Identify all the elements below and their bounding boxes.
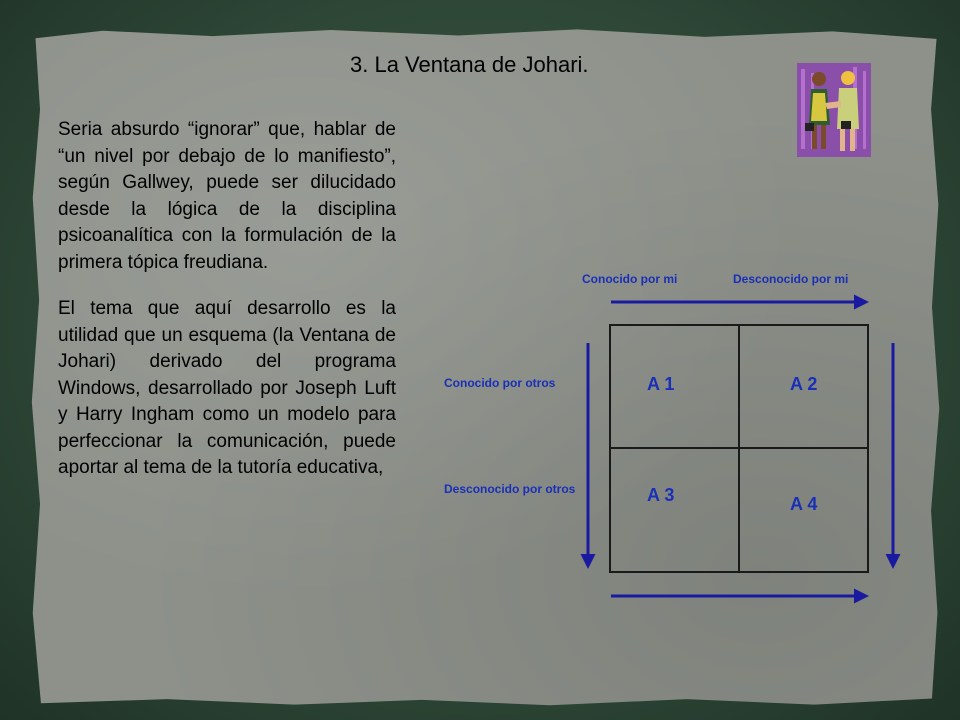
row-label-unknown: Desconocido por otros xyxy=(444,482,576,496)
slide-title: 3. La Ventana de Johari. xyxy=(350,52,589,77)
paragraph-1: Seria absurdo “ignorar” que, hablar de “un nivel por debajo de lo manifiesto”, según Gallwey, puede ser dilucidado desde la lógica de la disciplina psicoanalítica con la formulación de la primera tópica freudiana. xyxy=(58,119,396,273)
col-label-known: Conocido por mi xyxy=(582,272,678,286)
paragraph-2: El tema que aquí desarrollo es la utilidad que un esquema (la Ventana de Johari) derivado del programa Windows, desarrollado por Joseph Luft y Harry Ingham como un modelo para perfeccionar la comunicación, puede aportar al tema de la tutoría educativa, xyxy=(58,298,396,478)
cell-a3: A 3 xyxy=(647,485,675,505)
col-label-unknown: Desconocido por mi xyxy=(733,272,849,286)
cell-a1: A 1 xyxy=(647,374,675,394)
cell-a2: A 2 xyxy=(790,374,818,394)
row-label-known: Conocido por otros xyxy=(444,376,556,390)
cell-a4: A 4 xyxy=(790,494,818,514)
